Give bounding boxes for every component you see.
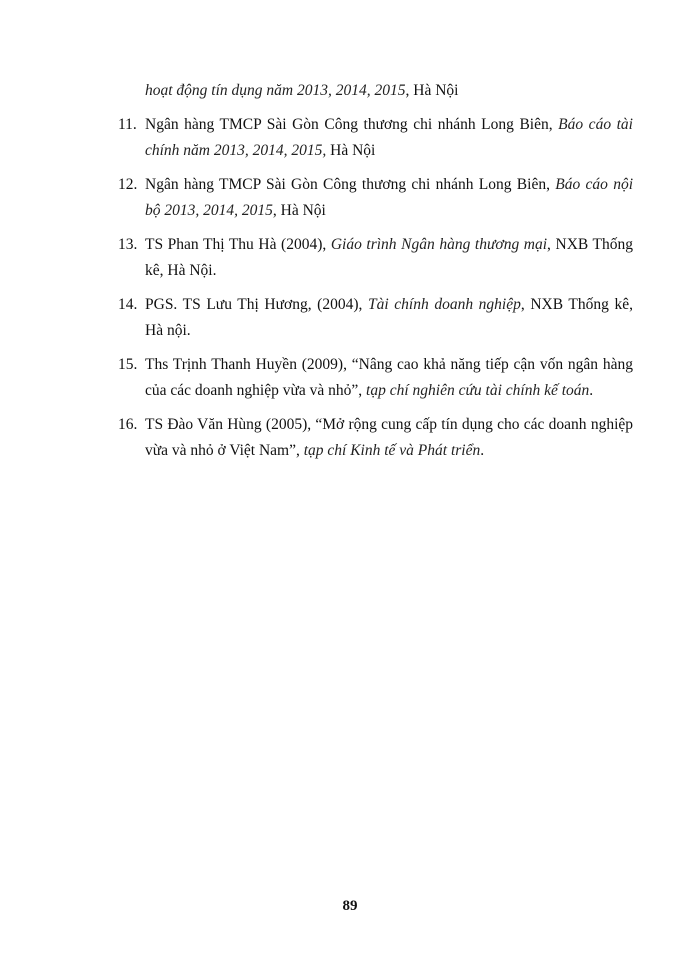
reference-number: 13. — [118, 236, 138, 253]
reference-item-15 — [118, 352, 633, 404]
reference-text-segment: PGS. TS Lưu Thị Hương, (2004), — [145, 296, 368, 313]
reference-text-segment: TS Đào Văn Hùng (2005), “Mở rộng cung cấp tín dụng cho các doanh nghiệp vừa và nhỏ ở Việt Nam”, — [145, 416, 633, 459]
reference-item-14 — [118, 292, 633, 344]
reference-text-segment: TS Phan Thị Thu Hà (2004), — [145, 236, 331, 253]
reference-number: 14. — [118, 296, 138, 313]
page-number: 89 — [342, 898, 358, 914]
reference-number: 16. — [118, 416, 138, 433]
reference-text-segment: hoạt động tín dụng năm 2013, 2014, 2015 — [145, 82, 406, 99]
reference-text-segment: , NXB Thống kê, Hà nội. — [145, 296, 633, 339]
reference-text-segment: Tài chính doanh nghiệp — [368, 296, 521, 313]
reference-continuation — [118, 78, 633, 104]
reference-text-segment: tạp chí nghiên cứu tài chính kế toán — [366, 382, 590, 399]
reference-text-segment: Báo cáo tài chính năm 2013, 2014, 2015, — [145, 116, 633, 159]
reference-text-segment: Ngân hàng TMCP Sài Gòn Công thương chi nhánh Long Biên, — [145, 176, 556, 193]
reference-text-segment: , Hà Nội — [272, 202, 326, 219]
reference-item-12 — [118, 172, 633, 224]
reference-text-segment: , Hà Nội — [405, 82, 459, 99]
reference-text-segment: . — [589, 382, 594, 399]
reference-item-13 — [118, 232, 633, 284]
reference-text-segment: , NXB Thống kê, Hà Nội. — [145, 236, 634, 279]
reference-text-segment: Báo cáo nội bộ 2013, 2014, 2015 — [145, 176, 633, 219]
reference-number: 11. — [118, 116, 137, 133]
reference-text-segment: Giáo trình Ngân hàng thương mại — [330, 236, 548, 253]
reference-number: 12. — [118, 176, 138, 193]
reference-text-segment: Ths Trịnh Thanh Huyền (2009), “Nâng cao khả năng tiếp cận vốn ngân hàng của các doanh nghiệp vừa và nhỏ”, — [145, 356, 633, 399]
reference-text-segment: Ngân hàng TMCP Sài Gòn Công thương chi nhánh Long Biên, — [145, 116, 559, 133]
reference-text-segment: . — [480, 442, 485, 459]
reference-list — [118, 78, 633, 472]
reference-text-segment: tạp chí Kinh tế và Phát triển — [303, 442, 481, 459]
reference-number: 15. — [118, 356, 138, 373]
reference-item-11 — [118, 112, 633, 164]
reference-text-segment: Hà Nội — [326, 142, 376, 159]
reference-item-16 — [118, 412, 633, 464]
